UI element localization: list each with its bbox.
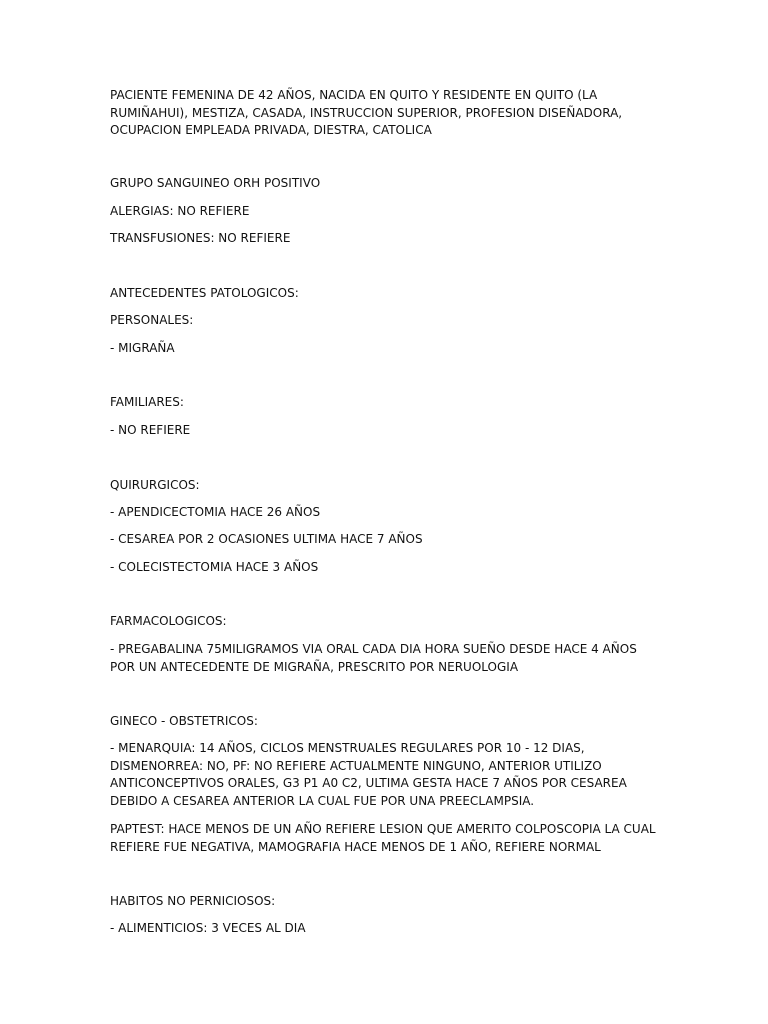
gyneco-item: - MENARQUIA: 14 AÑOS, CICLOS MENSTRUALES REGULARES POR 10 - 12 DIAS, DISMENORREA: NO, PF: NO REFIERE ACTUALMENTE NINGUNO, ANTERIOR UTILIZO ANTICONCEPTIVOS ORALES, G3 P1 A0 C2, ULTIMA GESTA HACE 7 AÑOS POR CESAREA DEBIDO A CESAREA ANTERIOR LA CUAL FUE POR UNA PREECLAMPSIA. — [110, 741, 631, 808]
personal-header: PERSONALES: — [110, 313, 194, 327]
pharma-item: - PREGABALINA 75MILIGRAMOS VIA ORAL CADA DIA HORA SUEÑO DESDE HACE 4 AÑOS POR UN ANTECEDENTE DE MIGRAÑA, PRESCRITO POR NERUOLOGIA — [110, 642, 641, 674]
patient-intro: PACIENTE FEMENINA DE 42 AÑOS, NACIDA EN QUITO Y RESIDENTE EN QUITO (LA RUMIÑAHUI), MESTIZA, CASADA, INSTRUCCION SUPERIOR, PROFESION DISEÑADORA, OCUPACION EMPLEADA PRIVADA, DIESTRA, CATOLICA — [110, 88, 626, 138]
habits-item: - ALIMENTICIOS: 3 VECES AL DIA — [110, 921, 306, 935]
habits-header: HABITOS NO PERNICIOSOS: — [110, 894, 276, 908]
family-header: FAMILIARES: — [110, 395, 184, 409]
personal-item: - MIGRAÑA — [110, 341, 175, 355]
allergies: ALERGIAS: NO REFIERE — [110, 204, 250, 218]
pathological-header: ANTECEDENTES PATOLOGICOS: — [110, 286, 299, 300]
pharma-header: FARMACOLOGICOS: — [110, 614, 227, 628]
blood-group: GRUPO SANGUINEO ORH POSITIVO — [110, 176, 321, 190]
gyneco-header: GINECO - OBSTETRICOS: — [110, 714, 258, 728]
surgical-header: QUIRURGICOS: — [110, 478, 200, 492]
paptest-item: PAPTEST: HACE MENOS DE UN AÑO REFIERE LESION QUE AMERITO COLPOSCOPIA LA CUAL REFIERE FUE NEGATIVA, MAMOGRAFIA HACE MENOS DE 1 AÑO, REFIERE NORMAL — [110, 822, 660, 854]
surgical-item: - APENDICECTOMIA HACE 26 AÑOS — [110, 505, 321, 519]
surgical-item: - CESAREA POR 2 OCASIONES ULTIMA HACE 7 AÑOS — [110, 532, 423, 546]
family-item: - NO REFIERE — [110, 423, 191, 437]
transfusions: TRANSFUSIONES: NO REFIERE — [110, 231, 291, 245]
surgical-item: - COLECISTECTOMIA HACE 3 AÑOS — [110, 560, 319, 574]
